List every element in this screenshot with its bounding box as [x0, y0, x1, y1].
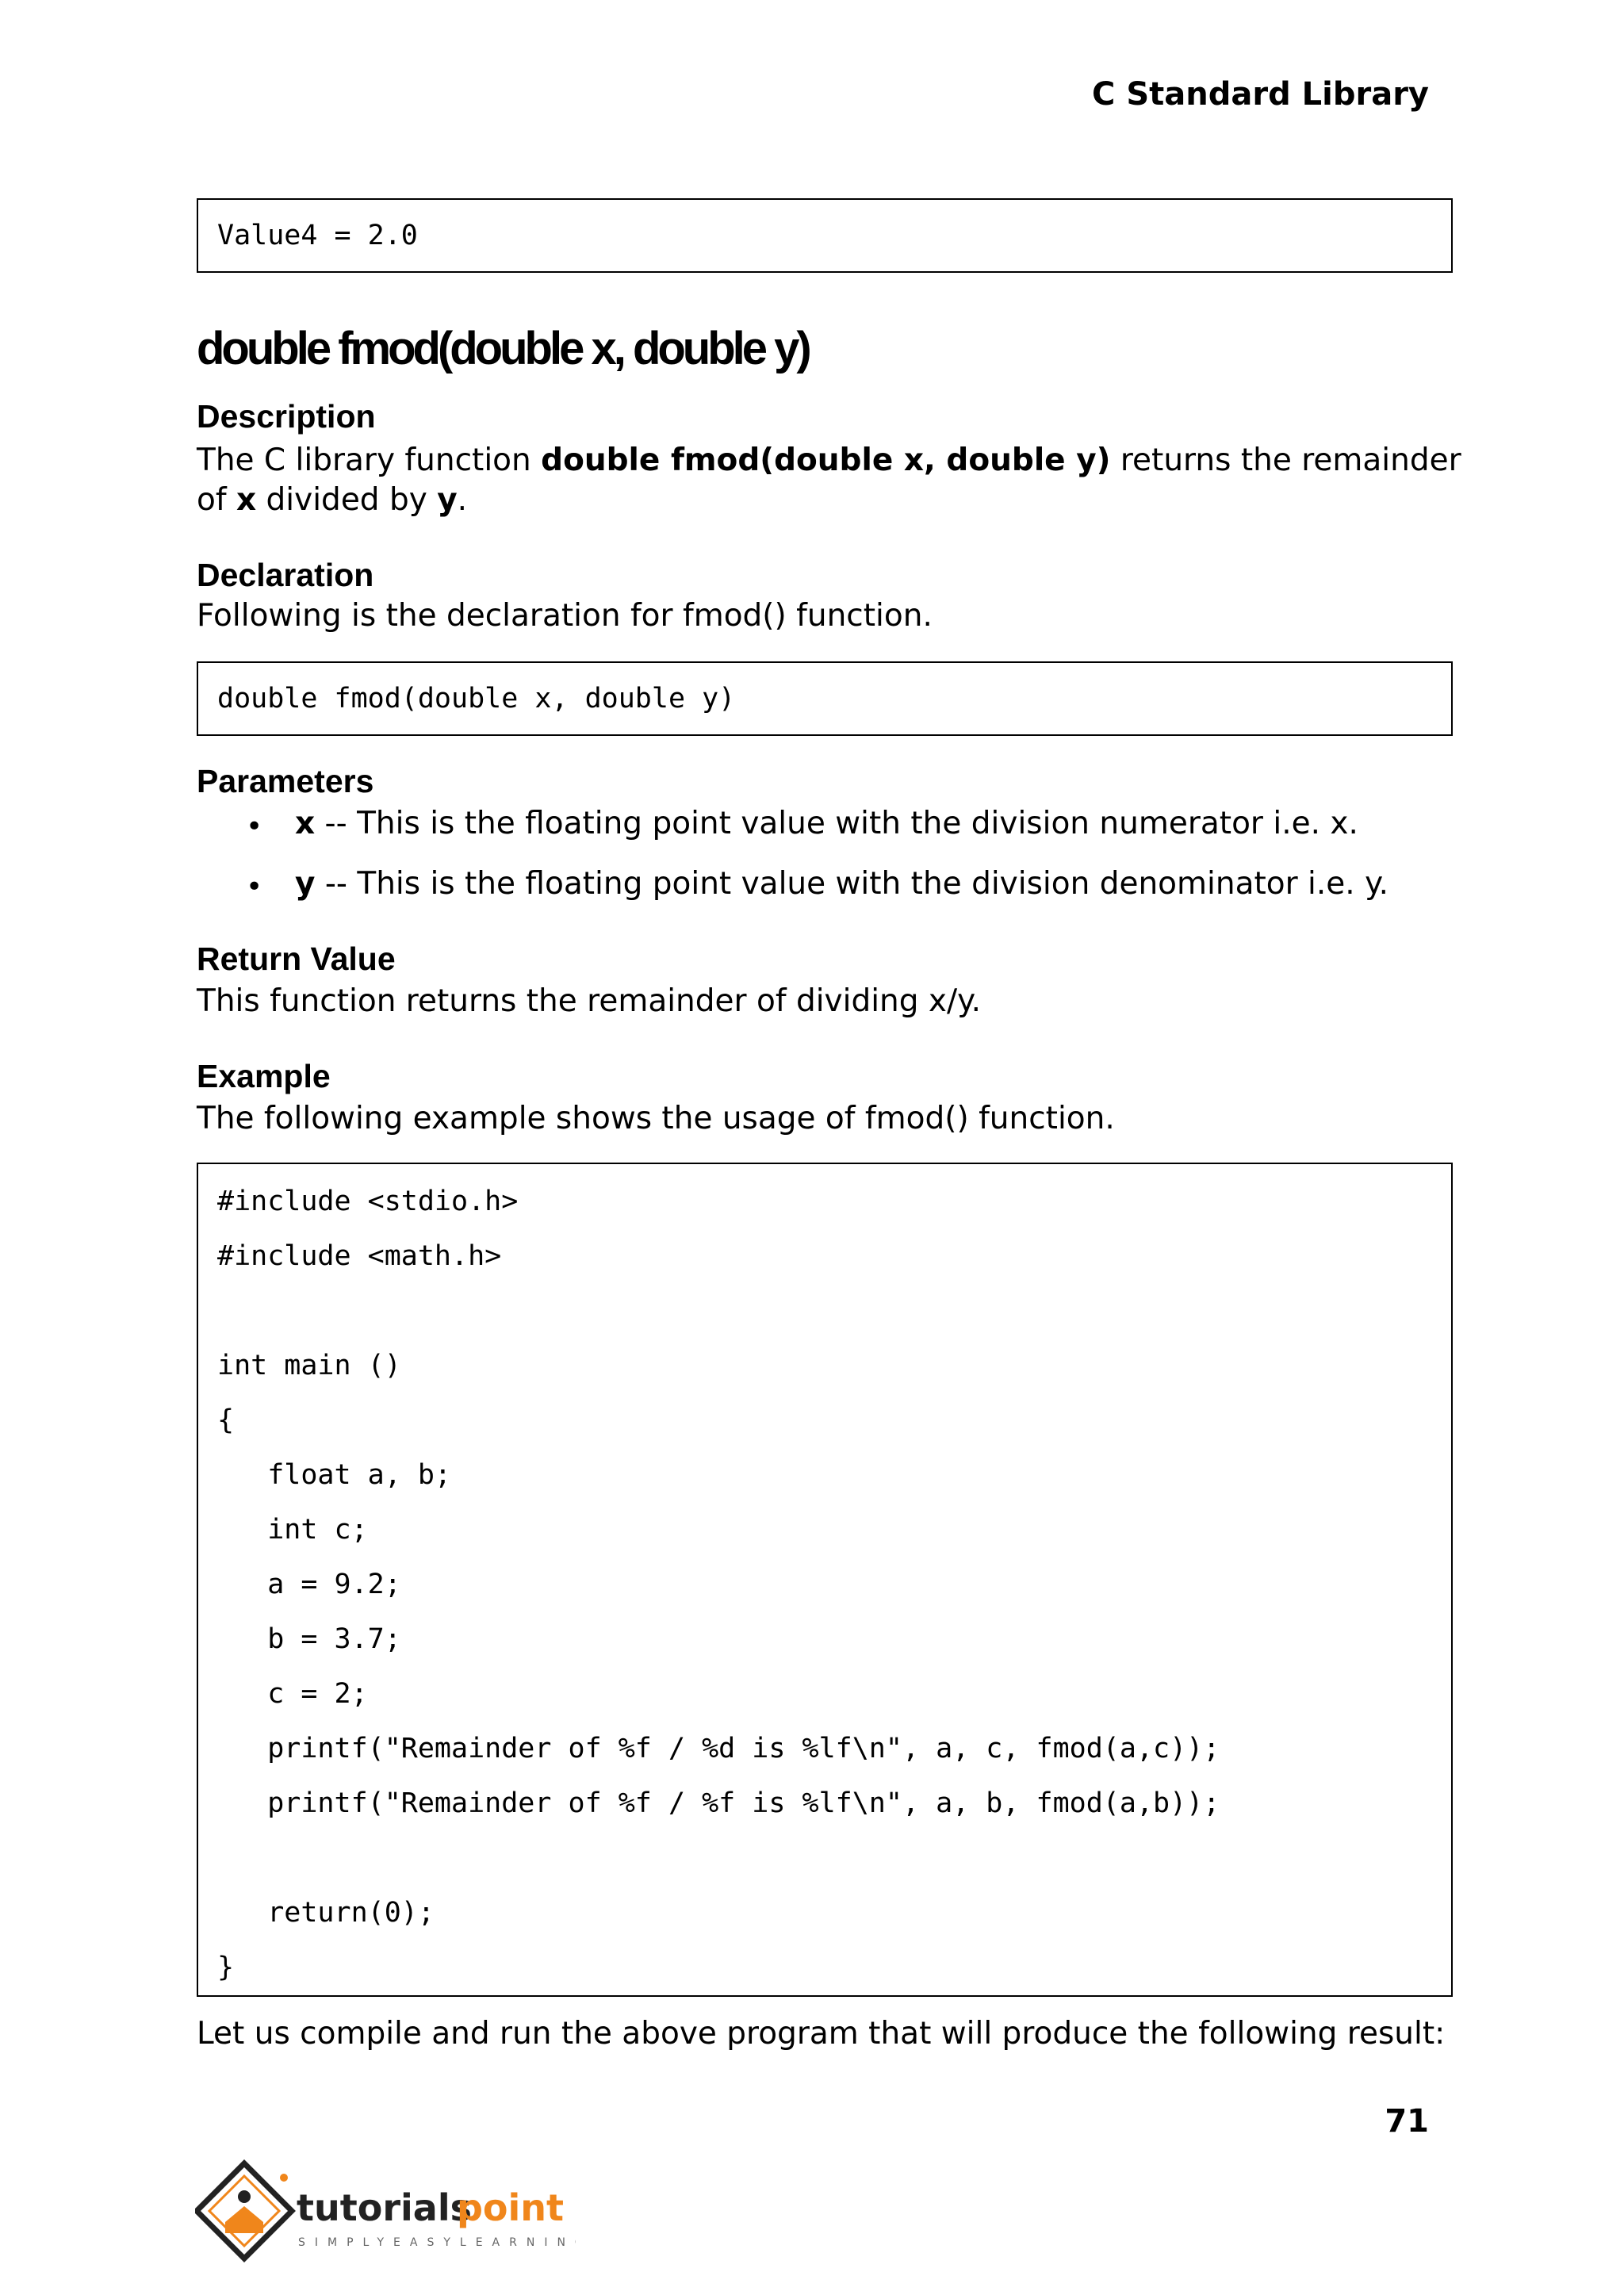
code-line: #include <math.h> [217, 1240, 502, 1272]
logo-text-1: tutorials [297, 2186, 472, 2229]
logo-tagline: SIMPLYEASYLEARNING [298, 2236, 576, 2249]
output-code-box [197, 198, 1453, 273]
parameter-item-x: x -- This is the floating point value with the division numerator i.e. x. [295, 806, 1358, 841]
tutorialspoint-logo [195, 2157, 576, 2276]
code-line: double fmod(double x, double y) [217, 683, 736, 715]
code-line: float a, b; [217, 1459, 452, 1491]
description-heading: Description [197, 398, 376, 435]
page-number: 71 [1385, 2103, 1429, 2140]
code-line: #include <stdio.h> [217, 1186, 519, 1217]
running-header: C Standard Library [1092, 76, 1429, 113]
logo-text-2: point [457, 2186, 565, 2229]
code-line: b = 3.7; [217, 1623, 401, 1655]
logo-graphic [195, 2157, 576, 2276]
code-line: printf("Remainder of %f / %d is %lf\n", a, c, fmod(a,c)); [217, 1733, 1220, 1764]
logo-head-icon [238, 2190, 251, 2203]
declaration-heading: Declaration [197, 557, 374, 593]
code-line: int main () [217, 1350, 401, 1381]
bullet-icon: • [246, 810, 263, 843]
declaration-text: Following is the declaration for fmod() function. [197, 598, 933, 634]
code-line: a = 9.2; [217, 1569, 401, 1600]
parameter-item-y: y -- This is the floating point value with the division denominator i.e. y. [295, 866, 1388, 902]
description-line-2: of x divided by y. [197, 482, 468, 518]
code-line: printf("Remainder of %f / %f is %lf\n", a, b, fmod(a,b)); [217, 1787, 1220, 1819]
logo-dot-icon [280, 2174, 288, 2182]
example-code-box [197, 1163, 1453, 1997]
bullet-icon: • [246, 871, 263, 903]
code-line: { [217, 1404, 235, 1436]
result-text: Let us compile and run the above program that will produce the following result: [197, 2016, 1446, 2052]
example-text: The following example shows the usage of fmod() function. [197, 1101, 1115, 1136]
declaration-code-box [197, 661, 1453, 736]
code-line: c = 2; [217, 1678, 368, 1710]
code-line: int c; [217, 1514, 368, 1546]
section-title: double fmod(double x, double y) [197, 323, 809, 374]
code-line: return(0); [217, 1897, 435, 1929]
return-value-text: This function returns the remainder of dividing x/y. [197, 983, 982, 1019]
description-text [197, 441, 1461, 520]
parameters-heading: Parameters [197, 763, 374, 799]
code-line: Value4 = 2.0 [217, 220, 418, 251]
description-line-1: The C library function double fmod(double x, double y) returns the remainder [197, 443, 1461, 478]
example-heading: Example [197, 1058, 331, 1094]
code-line: } [217, 1952, 235, 1983]
return-value-heading: Return Value [197, 941, 396, 977]
